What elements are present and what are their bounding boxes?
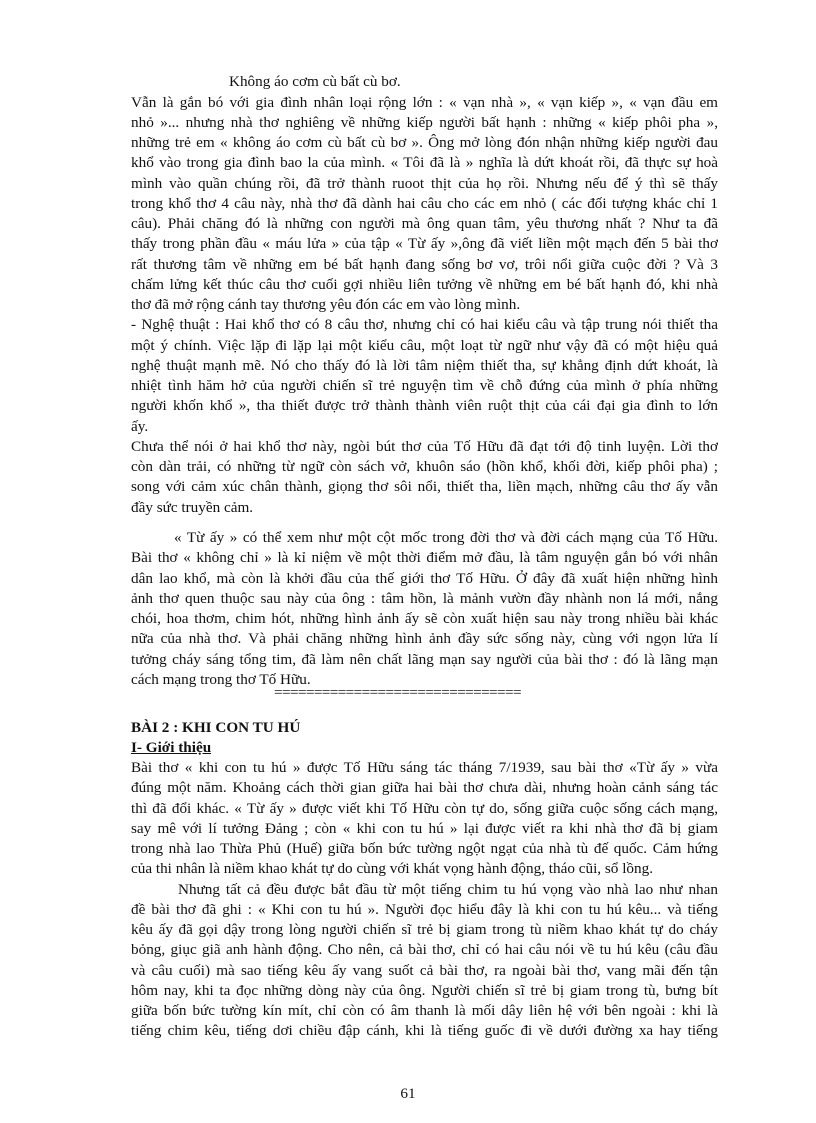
paragraph-line: Vẫn là gắn bó với gia đình nhân loại rộng lớn : « vạn nhà », « vạn kiếp », « vạn đầu em xyxy=(131,94,718,111)
paragraph-line: ấy. xyxy=(131,418,149,435)
paragraph-line: những trẻ em « không áo cơm cù bất cù bơ ». Ông mở lòng đón nhận những kiếp người đau xyxy=(131,134,718,151)
paragraph-line: cách mạng trong thơ Tố Hữu. xyxy=(131,671,311,688)
section-separator: =============================== xyxy=(274,684,521,701)
page-number: 61 xyxy=(400,1085,416,1102)
paragraph-line: giữa bốn bức tường kín mít, chỉ còn có âm thanh là mối dây liên hệ với bên ngoài : khi là xyxy=(131,1002,718,1019)
verse-line: Không áo cơm cù bất cù bơ. xyxy=(229,73,401,90)
paragraph-line: Nhưng tất cả đều được bắt đầu từ một tiếng chim tu hú vọng vào nhà lao như nhan xyxy=(178,881,718,898)
paragraph-line: còn dàn trải, có những từ ngữ còn sách vở, khuôn sáo (hồn khổ, khối đời, kiếp phôi pha) ; xyxy=(131,458,718,475)
paragraph-line: người khốn khổ », tha thiết được trở thành thành viên ruột thịt của cái đại gia đình to lớn xyxy=(131,397,718,414)
paragraph-line: Chưa thể nói ở hai khổ thơ này, ngòi bút thơ của Tố Hữu đã đạt tới độ tinh luyện. Lời thơ xyxy=(131,438,718,455)
paragraph-line: khổ vào trong gia đình bao la của mình. « Tôi đã là » nghĩa là dứt khoát rồi, đã thực sự hoà xyxy=(131,154,718,171)
paragraph-line: Bài thơ « không chỉ » là kỉ niệm về một thời điểm mở đầu, là tâm nguyện gắn bó với nhân xyxy=(131,549,718,566)
paragraph-line: mình vào quần chúng rồi, đã trở thành ruoot thịt của họ rồi. Nhưng nếu để ý thì sẽ thấy xyxy=(131,175,718,192)
paragraph-line: của thi nhân là niềm khao khát tự do cùng với khát vọng hành động, tháo cũi, sổ lồng. xyxy=(131,860,653,877)
paragraph-line: và câu cuối) mà sao tiếng kêu ấy vang suốt cả bài thơ, ra ngoài bài thơ, vang mãi đến tận xyxy=(131,962,718,979)
paragraph-line: trong khổ thơ 4 câu này, nhà thơ đã dành hai câu cho các em nhỏ ( các đối tượng khác chỉ 1 xyxy=(131,195,718,212)
paragraph-line: trong nhà lao Thừa Phủ (Huế) giữa bốn bức tường ngột ngạt của nhà tù đế quốc. Cảm hứng xyxy=(131,840,718,857)
paragraph-line: thì đã đổi khác. « Từ ấy » được viết khi Tố Hữu còn tự do, sống giữa cuộc sống cách mạng, xyxy=(131,800,718,817)
paragraph-line: dân lao khổ, mà còn là khởi đầu của thế giới thơ Tố Hữu. Ở đây đã xuất hiện những hình xyxy=(131,570,718,587)
paragraph-line: chấm lửng kết thúc câu thơ cuối gợi nhiều liên tưởng về những em bé bất hạnh đó, khi nhà xyxy=(131,276,718,293)
paragraph-line: Bài thơ « khi con tu hú » được Tố Hữu sáng tác tháng 7/1939, sau bài thơ «Từ ấy » vừa xyxy=(131,759,718,776)
paragraph-line: song với cảm xúc chân thành, giọng thơ sôi nổi, thiết tha, liền mạch, những câu thơ ấy vẫn xyxy=(131,478,718,495)
paragraph-line: thấy trong phần đầu « máu lửa » của tập « Từ ấy »,ông đã viết liền một mạch đến 5 bài thơ xyxy=(131,235,718,252)
paragraph-line: say mê với lí tưởng Đảng ; còn « khi con tu hú » lại được viết ra khi nhà thơ đã bị giam xyxy=(131,820,718,837)
paragraph-line: hôm nay, khi ta đọc những dòng này của ông. Người chiến sĩ trẻ bị giam trong tù, bưng bít xyxy=(131,982,718,999)
paragraph-line: tưởng cháy sáng tổng tim, đã làm nên chất lãng mạn say người của bài thơ : đó là lãng mạn xyxy=(131,651,718,668)
paragraph-line: « Từ ấy » có thể xem như một cột mốc trong đời thơ và đời cách mạng của Tố Hữu. xyxy=(174,529,718,546)
subtitle-wrapper xyxy=(131,738,211,758)
paragraph-line: một ý chính. Việc lặp đi lặp lại một kiểu câu, một loạt từ ngữ như vậy đã có một hiệu quả xyxy=(131,337,718,354)
paragraph-line: đầy sức truyền cảm. xyxy=(131,499,254,516)
paragraph-line: kêu ấy đã gọi dậy trong lòng người chiến sĩ trẻ bị giam trong tù niềm khao khát tự do cháy xyxy=(131,921,718,938)
paragraph-line: rất thương tâm về những em bé bất hạnh đang sống bơ vơ, trôi nổi giữa cuộc đời ? Và 3 xyxy=(131,256,718,273)
paragraph-line: ảnh thơ quen thuộc sau này của ông : tâm hồn, là mảnh vườn đầy nhành non lá mới, nắng xyxy=(131,590,718,607)
paragraph-line: chói, hoa thơm, chim hót, những hình ảnh ấy sẽ còn xuất hiện sau này trong nhiều bài khác xyxy=(131,610,718,627)
section-subtitle: I- Giới thiệu xyxy=(131,739,212,756)
lesson-title: BÀI 2 : KHI CON TU HÚ xyxy=(131,719,301,736)
paragraph-line: bỏng, giục giã anh hành động. Cho nên, cả bài thơ, chỉ có hai câu nói về tu hú kêu (câu đầu xyxy=(131,941,718,958)
paragraph-line: đề bài thơ đã ghi : « Khi con tu hú ». Người đọc hiểu đây là khi con tu hú kêu... và tiếng xyxy=(131,901,718,918)
paragraph-line: nữa của nhà thơ. Và phải chăng những hình ảnh đầy sức sống này, cùng với ngọn lửa lí xyxy=(131,630,718,647)
paragraph-line: tiếng chim kêu, tiếng dơi chiều đập cánh, khi là tiếng guốc đi về dưới đường xa hay tiếng xyxy=(131,1022,718,1039)
paragraph-line: thơ đã mở rộng cánh tay thương yêu đón các em vào lòng mình. xyxy=(131,296,521,313)
paragraph-line: nghệ thuật mạnh mẽ. Nó cho thấy đó là lời tâm niệm thiết tha, sự khẳng định dứt khoát, là xyxy=(131,357,718,374)
paragraph-line: nhiệt tình hăm hở của người chiến sĩ trẻ nguyện tìm về chỗ đứng của mình ở phía những xyxy=(131,377,718,394)
paragraph-line: câu). Phải chăng đó là những con người mà ông quan tâm, yêu thương nhất ? Như ta đã xyxy=(131,215,718,232)
paragraph-line: nhỏ »... nhưng nhà thơ nghiêng về những kiếp người bất hạnh : những « kiếp phôi pha », xyxy=(131,114,718,131)
paragraph-line: đúng một năm. Khoảng cách thời gian giữa hai bài thơ chưa dài, nhưng hoàn cảnh sáng tác xyxy=(131,779,718,796)
paragraph-line: - Nghệ thuật : Hai khổ thơ có 8 câu thơ, nhưng chỉ có hai kiểu câu và tập trung nói thiết tha xyxy=(131,316,718,333)
